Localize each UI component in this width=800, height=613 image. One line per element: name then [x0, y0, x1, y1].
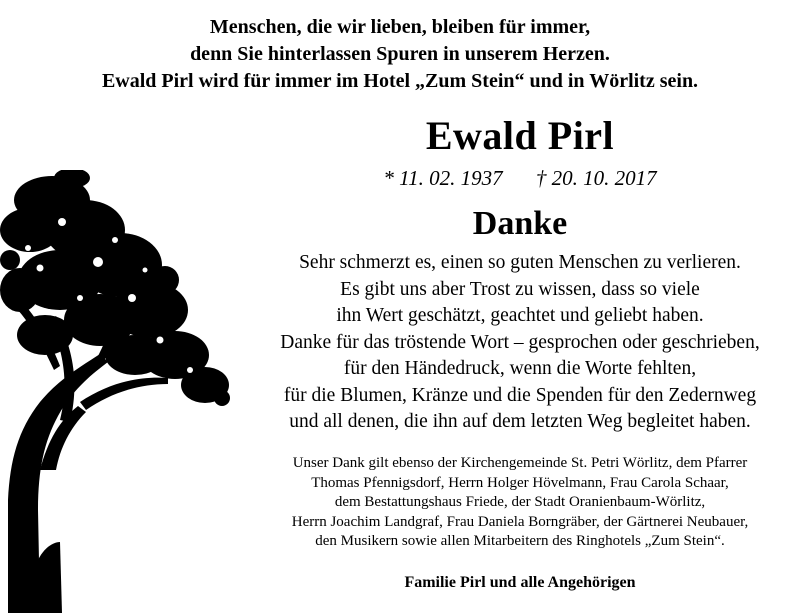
message-line: ihn Wert geschätzt, geachtet und geliebt haben. [336, 305, 704, 326]
tree-silhouette [0, 170, 230, 613]
ack-line: Thomas Pfennigsdorf, Herrn Holger Hövelmann, Frau Carola Schaar, [311, 474, 729, 491]
thanks-heading: Danke [472, 205, 568, 242]
ack-line: den Musikern sowie allen Mitarbeitern des Ringhotels „Zum Stein“. [315, 533, 725, 550]
motto-line: Menschen, die wir lieben, bleiben für immer, [209, 16, 591, 38]
acknowledgements [250, 454, 790, 552]
message-line: für den Händedruck, wenn die Worte fehlten, [343, 358, 697, 379]
ack-line: Herrn Joachim Landgraf, Frau Daniela Borngräber, der Gärtnerei Neubauer, [291, 513, 749, 530]
life-dates [250, 165, 790, 191]
message-line: Sehr schmerzt es, einen so guten Menschen zu verlieren. [299, 252, 741, 273]
message-line: Danke für das tröstende Wort – gesprochen oder geschrieben, [280, 331, 760, 353]
message-line: Es gibt uns aber Trost zu wissen, dass so viele [340, 278, 700, 300]
memorial-motto [0, 14, 800, 95]
motto-line: Ewald Pirl wird für immer im Hotel „Zum Stein“ und in Wörlitz sein. [101, 70, 699, 92]
thanks-message [250, 250, 790, 436]
ack-line: Unser Dank gilt ebenso der Kirchengemeinde St. Petri Wörlitz, dem Pfarrer [292, 455, 748, 471]
birth-date: * 11. 02. 1937 [383, 166, 503, 190]
deceased-name: Ewald Pirl [425, 113, 615, 158]
message-line: und all denen, die ihn auf dem letzten Weg begleitet haben. [289, 411, 751, 432]
death-date: † 20. 10. 2017 [535, 166, 657, 190]
family-signature: Familie Pirl und alle Angehörigen [404, 574, 636, 591]
ack-line: dem Bestattungshaus Friede, der Stadt Oranienbaum-Wörlitz, [334, 494, 706, 511]
motto-line: denn Sie hinterlassen Spuren in unserem Herzen. [190, 43, 610, 65]
message-line: für die Blumen, Kränze und die Spenden für den Zedernweg [283, 384, 757, 406]
